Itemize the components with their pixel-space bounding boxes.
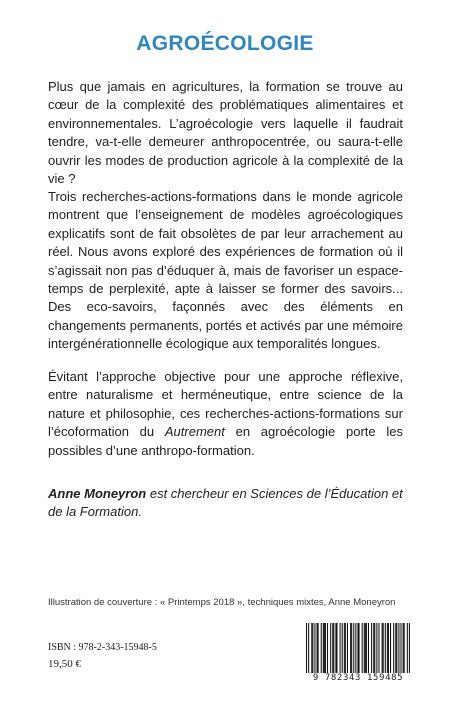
barcode-bar <box>323 623 324 673</box>
barcode-bar <box>382 623 383 673</box>
barcode-bar <box>404 623 405 673</box>
paragraph-approach <box>48 368 403 460</box>
barcode-number: 9 782343 159485 <box>302 673 414 684</box>
barcode-bar <box>318 623 319 673</box>
barcode-bar <box>407 623 408 679</box>
barcode-bar <box>362 623 363 673</box>
autrement-emphasis: Autrement <box>164 424 225 440</box>
barcode-bar <box>317 623 318 673</box>
barcode-bar <box>327 623 328 673</box>
barcode-bar <box>401 623 402 673</box>
barcode-bar <box>353 623 354 673</box>
barcode-bar <box>374 623 375 673</box>
barcode-bar <box>409 623 410 679</box>
barcode <box>302 623 414 685</box>
barcode-bar <box>306 623 307 679</box>
illustration-credit: Illustration de couverture : « Printemps 2018 », techniques mixtes, Anne Moneyron <box>48 597 396 608</box>
barcode-bar <box>364 623 365 673</box>
barcode-bar <box>365 623 366 673</box>
barcode-bar <box>351 623 352 673</box>
barcode-bar <box>325 623 326 673</box>
barcode-bar <box>342 623 343 673</box>
isbn: ISBN : 978-2-343-15948-5 <box>48 642 157 653</box>
paragraph-approach-end: en agroécologie porte les possibles d’une anthropo-formation. <box>48 424 403 458</box>
barcode-bar <box>355 623 356 679</box>
barcode-bar <box>378 623 379 673</box>
barcode-bar <box>336 623 337 673</box>
barcode-bar <box>383 623 384 673</box>
author-name: Anne Moneyron <box>48 486 147 501</box>
author-description: est chercheur en Sciences de l’Éducation et de la Formation. <box>48 486 403 520</box>
barcode-bar <box>312 623 313 673</box>
barcode-bar <box>368 623 369 673</box>
barcode-bar <box>359 623 360 673</box>
barcode-bar <box>366 623 367 673</box>
barcode-bar <box>321 623 322 673</box>
barcode-bar <box>332 623 333 673</box>
barcode-bar <box>340 623 341 673</box>
author-bio <box>48 485 403 522</box>
barcode-bars <box>302 623 414 679</box>
barcode-bar <box>371 623 372 673</box>
barcode-bar <box>345 623 346 673</box>
barcode-bar <box>396 623 397 673</box>
barcode-bar <box>335 623 336 673</box>
barcode-bar <box>393 623 394 673</box>
barcode-bar <box>403 623 404 673</box>
paragraph-approach-start: Évitant l’approche objective pour une approche réflexive, entre naturalisme et herméneutique, entre science de la nature et philosophie, ces recherches-actions-formations sur l’écoformation du <box>48 369 403 440</box>
barcode-bar <box>373 623 374 673</box>
barcode-bar <box>388 623 389 673</box>
barcode-bar <box>390 623 391 673</box>
barcode-bar <box>324 623 325 673</box>
paragraph-intro: Plus que jamais en agricultures, la formation se trouve au cœur de la complexité des problématiques alimentaires et environnementales. L’agroécologie vers laquelle il faudrait tendre, va-t-elle demeurer anthropocentrée, ou saura-t-elle ouvrir les modes de production agricole à la complexité de la vie ? <box>48 79 403 187</box>
barcode-bar <box>350 623 351 673</box>
barcode-bar <box>333 623 334 673</box>
barcode-bar <box>308 623 309 679</box>
barcode-bar <box>311 623 312 673</box>
price: 19,50 € <box>48 658 81 670</box>
barcode-bar <box>387 623 388 673</box>
barcode-bar <box>344 623 345 673</box>
book-title: AGROÉCOLOGIE <box>136 32 314 55</box>
barcode-bar <box>398 623 399 673</box>
paragraph-research: Trois recherches-actions-formations dans le monde agricole montrent que l’enseignement de modèles agroécologiques explicatifs sont de fait obsolètes de par leur arrachement au réel. Nous avons exploré des expériences de formation où il s’agissait non pas d’éduquer à, mais de favoriser un espace-temps de perplexité, apte à laisser se former des savoirs... Des eco-savoirs, façonnés avec des éléments en changements permanents, portés et activés par une mémoire intergénérationnelle écologique aux temporalités longues. <box>48 189 403 352</box>
barcode-bar <box>357 623 358 679</box>
barcode-bar <box>347 623 348 673</box>
barcode-bar <box>376 623 377 673</box>
barcode-bar <box>330 623 331 673</box>
barcode-bar <box>395 623 396 673</box>
barcode-bar <box>314 623 315 673</box>
barcode-bar <box>385 623 386 673</box>
